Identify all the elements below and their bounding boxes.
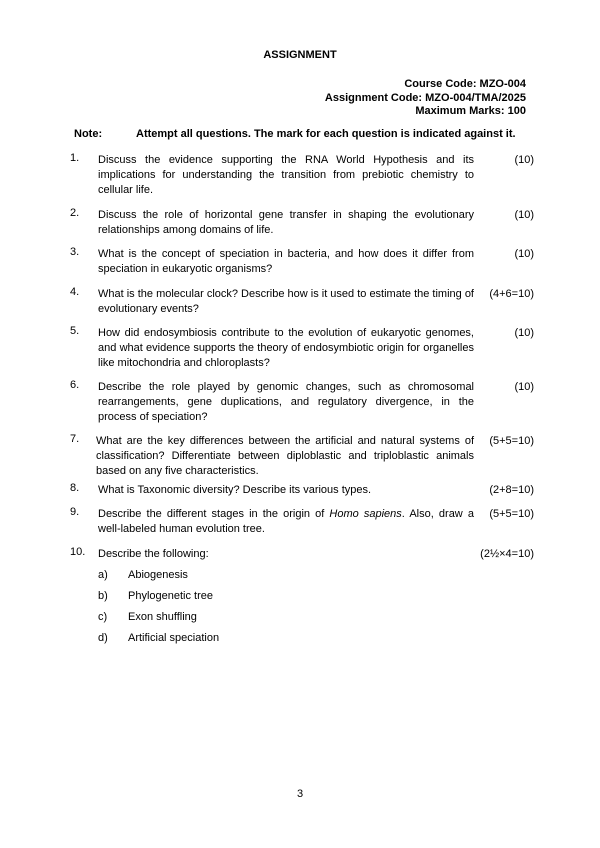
question-text: What are the key differences between the artificial and natural systems of classification? Differentiate between diploblastic and triploblastic animals based on any five characteristics. xyxy=(96,435,474,477)
question-marks: (10) xyxy=(514,209,534,221)
question-text-end: . Also, draw a well-labeled human evolution tree. xyxy=(98,508,474,535)
sub-item-label: d) xyxy=(98,632,108,644)
sub-item-text: Phylogenetic tree xyxy=(128,590,213,602)
question-text: Discuss the evidence supporting the RNA World Hypothesis and its implications for understanding the transition from prebiotic chemistry to cellular life. xyxy=(98,154,474,196)
question-number: 8. xyxy=(70,482,80,494)
question-number: 9. xyxy=(70,506,80,518)
note-label: Note: xyxy=(74,128,103,140)
question-marks: (10) xyxy=(514,327,534,339)
question-number: 3. xyxy=(70,246,80,258)
sub-item-text: Exon shuffling xyxy=(128,611,197,623)
page-title: ASSIGNMENT xyxy=(263,49,337,61)
maximum-marks: Maximum Marks: 100 xyxy=(415,105,526,117)
species-name: Homo sapiens xyxy=(329,508,402,520)
sub-item-d xyxy=(98,632,219,644)
sub-item-text: Artificial speciation xyxy=(128,632,220,644)
question-number: 1. xyxy=(70,152,80,164)
sub-item-c xyxy=(98,611,197,623)
sub-item-a xyxy=(98,569,188,581)
question-number: 4. xyxy=(70,286,80,298)
question-number: 2. xyxy=(70,207,80,219)
question-number: 10. xyxy=(70,546,86,558)
question-number: 7. xyxy=(70,433,80,445)
page-number: 3 xyxy=(296,788,304,800)
question-marks: (5+5=10) xyxy=(489,435,534,447)
question-text: Describe the following: xyxy=(98,548,209,560)
sub-item-b xyxy=(98,590,213,602)
question-text-start: Describe the different stages in the origin of xyxy=(98,508,330,520)
question-text xyxy=(98,507,474,537)
question-text: How did endosymbiosis contribute to the evolution of eukaryotic genomes, and what evidence supports the theory of endosymbiotic origin for organelles like mitochondria and chloroplasts? xyxy=(98,327,474,369)
sub-item-label: a) xyxy=(98,569,108,581)
question-marks: (2+8=10) xyxy=(489,484,534,496)
sub-item-label: c) xyxy=(98,611,108,623)
assignment-code: Assignment Code: MZO-004/TMA/2025 xyxy=(324,91,526,104)
question-text: What is Taxonomic diversity? Describe its various types. xyxy=(98,484,372,496)
question-number: 6. xyxy=(70,379,80,391)
note xyxy=(74,128,516,140)
question-marks: (4+6=10) xyxy=(489,288,534,300)
question-text: Discuss the role of horizontal gene transfer in shaping the evolutionary relationships among domains of life. xyxy=(98,209,474,236)
question-text: What is the molecular clock? Describe how is it used to estimate the timing of evolutionary events? xyxy=(98,288,474,315)
question-marks: (10) xyxy=(514,154,534,166)
sub-item-text: Abiogenesis xyxy=(128,569,188,581)
question-marks: (10) xyxy=(514,248,534,260)
note-text: Attempt all questions. The mark for each question is indicated against it. xyxy=(136,128,516,140)
course-code: Course Code: MZO-004 xyxy=(404,78,526,90)
question-text: What is the concept of speciation in bacteria, and how does it differ from speciation in eukaryotic organisms? xyxy=(98,248,474,275)
question-marks: (2½×4=10) xyxy=(480,548,534,560)
question-number: 5. xyxy=(70,325,80,337)
sub-item-label: b) xyxy=(98,590,108,602)
question-text: Describe the role played by genomic changes, such as chromosomal rearrangements, gene duplications, and regulatory divergence, in the process of speciation? xyxy=(98,381,474,423)
course-info xyxy=(325,78,526,119)
question-marks: (10) xyxy=(514,381,534,393)
question-marks: (5+5=10) xyxy=(489,508,534,520)
